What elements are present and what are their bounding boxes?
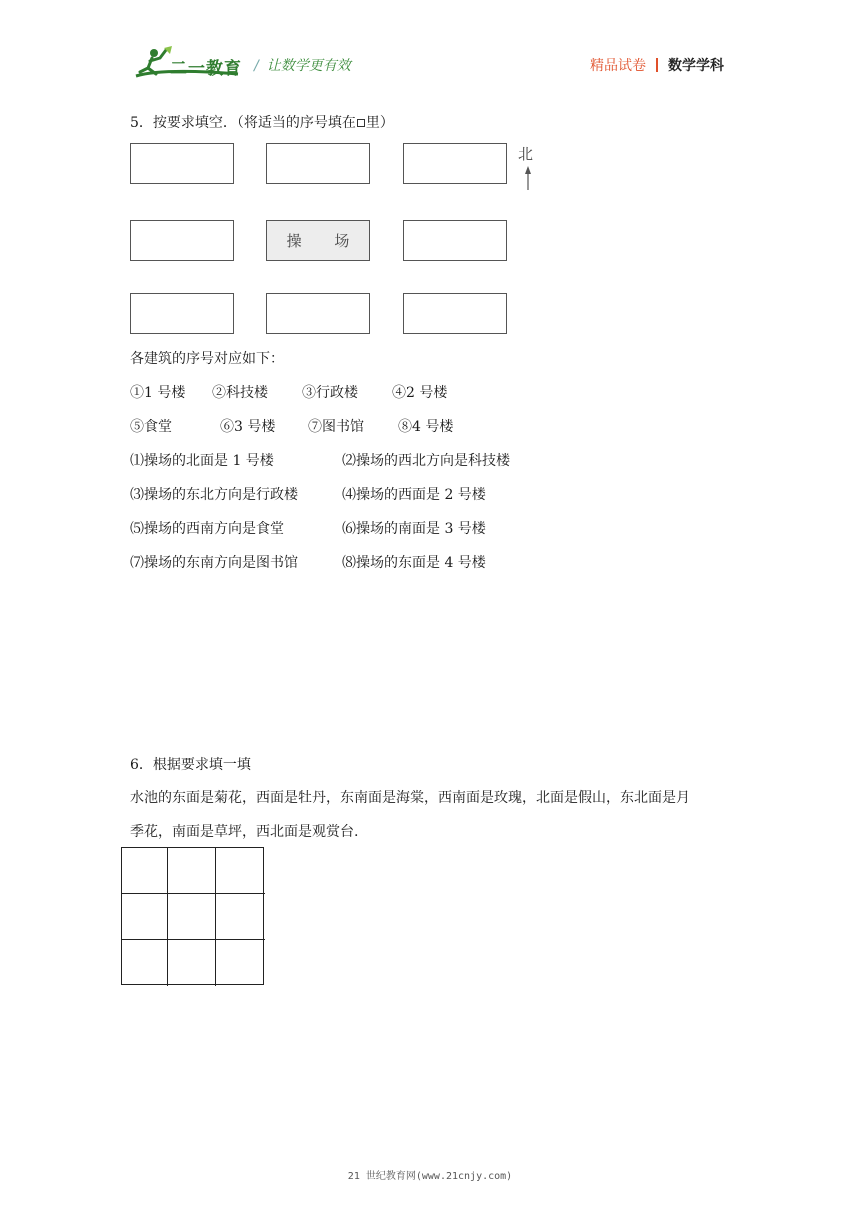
grid-cell-southwest[interactable] — [122, 940, 168, 986]
grid-cell-center[interactable] — [168, 894, 216, 940]
q5-title: 5．按要求填空．（将适当的序号填在 里） — [130, 115, 394, 131]
slogan-text: 让数学更有效 — [266, 58, 351, 74]
north-label: 北 — [518, 145, 534, 163]
building-slot-east[interactable] — [403, 220, 507, 261]
logo-text: 二一教育 — [170, 59, 242, 79]
playground-center: 操 场 — [266, 220, 370, 261]
building-slot-west[interactable] — [130, 220, 234, 261]
q5-intro: 各建筑的序号对应如下： — [130, 351, 284, 367]
page-footer: 21 世纪教育网(www.21cnjy.com) — [347, 1171, 513, 1182]
page-header — [0, 0, 860, 90]
header-badge — [590, 55, 724, 75]
building-slot-southwest[interactable] — [130, 293, 234, 334]
grid-cell-east[interactable] — [216, 894, 265, 940]
building-slot-north[interactable] — [266, 143, 370, 184]
q6-text-line-1: 水池的东面是菊花，西面是牡丹，东南面是海棠，西南面是玫瑰，北面是假山，东北面是月 — [130, 790, 690, 806]
clue-row-3: ⑸操场的西南方向是食堂 ⑹操场的南面是 3 号楼 — [130, 521, 486, 537]
grid-cell-north[interactable] — [168, 848, 216, 894]
grid-cell-northeast[interactable] — [216, 848, 265, 894]
clue-row-1: ⑴操场的北面是 1 号楼 ⑵操场的西北方向是科技楼 — [130, 453, 510, 469]
badge-divider — [656, 58, 658, 72]
clue-row-4: ⑺操场的东南方向是图书馆 ⑻操场的东面是 4 号楼 — [130, 555, 486, 571]
grid-cell-northwest[interactable] — [122, 848, 168, 894]
building-slot-south[interactable] — [266, 293, 370, 334]
grid-cell-south[interactable] — [168, 940, 216, 986]
grid-cell-west[interactable] — [122, 894, 168, 940]
answer-grid — [121, 847, 264, 985]
building-list-row-1: ①1 号楼 ②科技楼 ③行政楼 ④2 号楼 — [130, 385, 448, 401]
building-slot-northwest[interactable] — [130, 143, 234, 184]
grid-cell-southeast[interactable] — [216, 940, 265, 986]
north-arrow-icon — [518, 144, 540, 192]
building-slot-northeast[interactable] — [403, 143, 507, 184]
badge-subject: 数学学科 — [668, 58, 724, 74]
building-list-row-2: ⑤食堂 ⑥3 号楼 ⑦图书馆 ⑧4 号楼 — [130, 419, 454, 435]
building-slot-southeast[interactable] — [403, 293, 507, 334]
badge-premium-paper: 精品试卷 — [590, 58, 646, 74]
box-symbol-icon — [357, 119, 365, 127]
q6-text-line-2: 季花，南面是草坪，西北面是观赏台. — [130, 824, 359, 840]
q6-title: 6．根据要求填一填 — [130, 757, 251, 773]
clue-row-2: ⑶操场的东北方向是行政楼 ⑷操场的西面是 2 号楼 — [130, 487, 486, 503]
slogan-separator: / — [254, 58, 259, 74]
slogan — [254, 55, 351, 75]
